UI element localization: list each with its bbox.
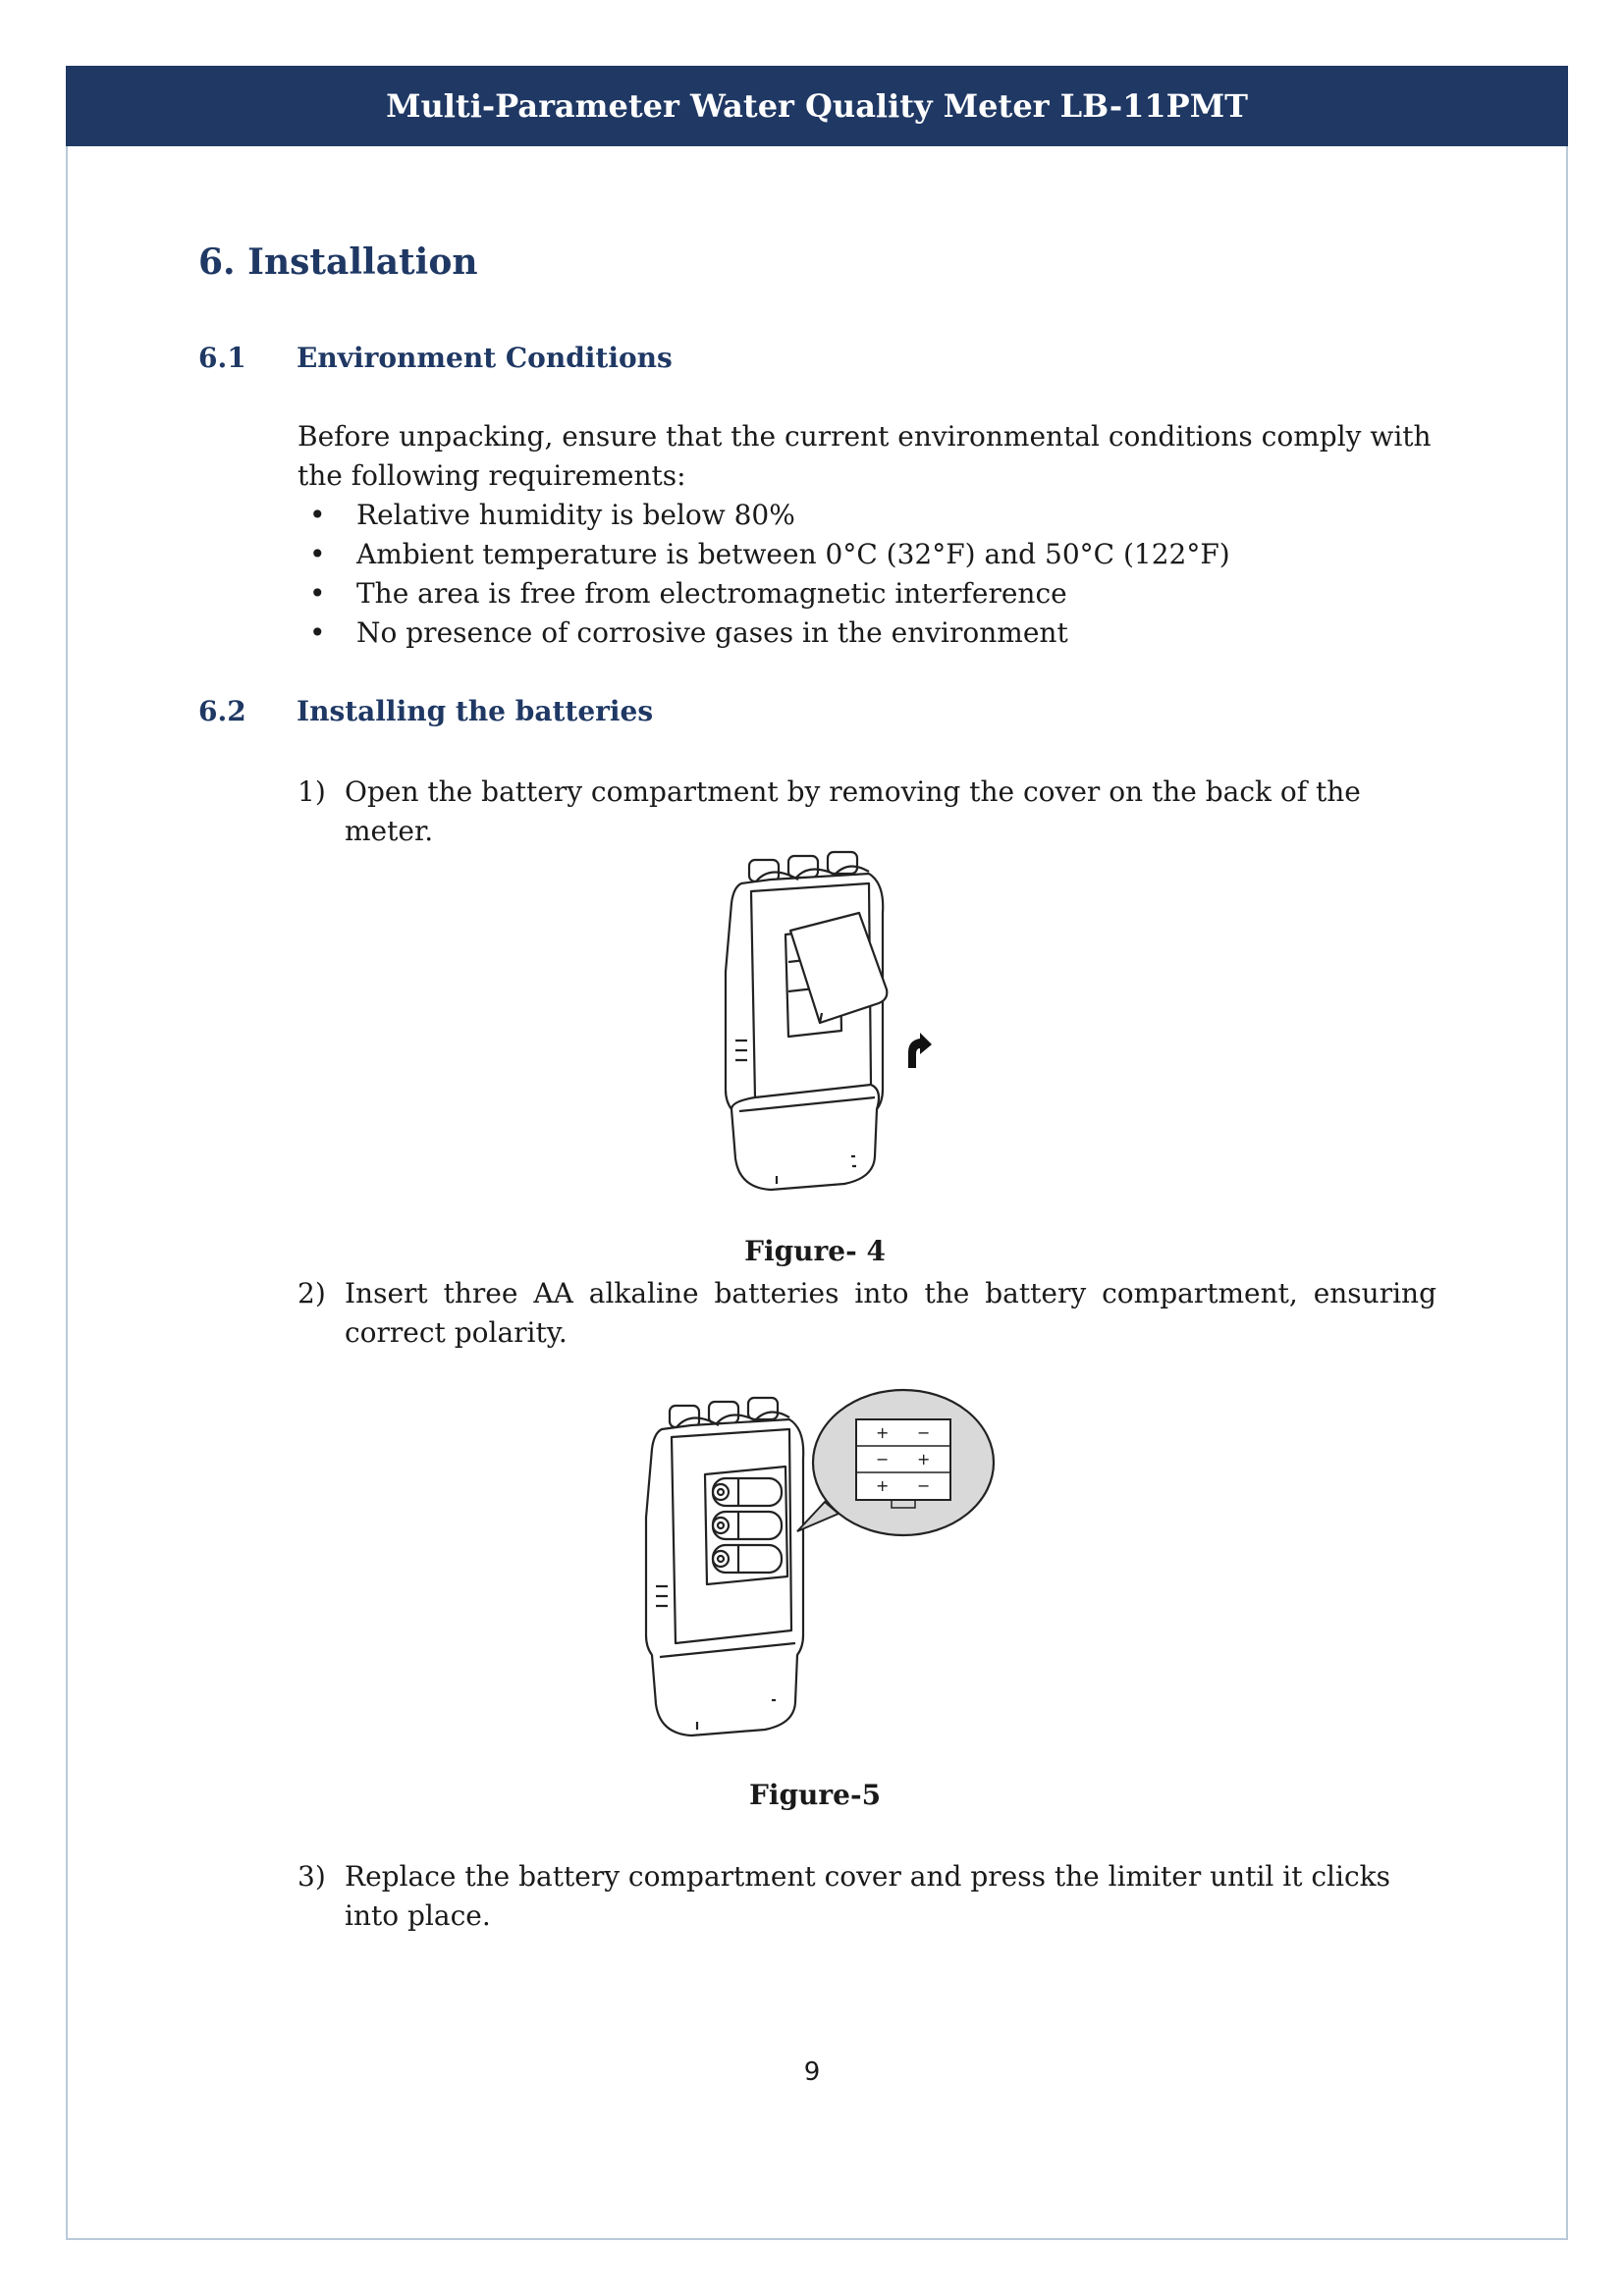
polarity-sign: − xyxy=(917,1476,931,1495)
document-header xyxy=(66,66,1568,146)
figure-5-caption: Figure-5 xyxy=(748,1779,882,1811)
figure-4-meter-cover-removal xyxy=(712,844,938,1202)
environment-intro xyxy=(298,417,1436,496)
polarity-sign: − xyxy=(917,1423,931,1442)
polarity-sign: + xyxy=(876,1476,890,1495)
figure-5-battery-insertion xyxy=(628,1384,1001,1747)
step-text: Replace the battery compartment cover and press the limiter until it clicks into place. xyxy=(345,1860,1390,1932)
step-number: 3) xyxy=(298,1860,326,1893)
step-text: Insert three AA alkaline batteries into the battery compartment, ensuring correct polarity. xyxy=(345,1277,1436,1349)
bullet-icon: • xyxy=(309,616,326,649)
list-item: • Ambient temperature is between 0°C (32°F) and 50°C (122°F) xyxy=(298,535,1230,574)
step-text: Open the battery compartment by removing the cover on the back of the meter. xyxy=(345,775,1361,847)
subsection-heading-batteries xyxy=(198,695,653,727)
polarity-callout xyxy=(797,1390,994,1535)
polarity-sign: + xyxy=(917,1450,931,1468)
subsection-title: Installing the batteries xyxy=(297,695,654,727)
document-title: Multi-Parameter Water Quality Meter LB-11PMT xyxy=(386,87,1248,125)
step-number: 1) xyxy=(298,775,326,808)
bullet-icon: • xyxy=(309,538,326,570)
list-item: • Relative humidity is below 80% xyxy=(298,496,1230,535)
bullet-icon: • xyxy=(309,499,326,531)
polarity-sign: − xyxy=(876,1450,890,1468)
bullet-icon: • xyxy=(309,577,326,610)
subsection-number: 6.1 xyxy=(198,342,246,374)
step-1 xyxy=(298,773,1436,851)
step-2 xyxy=(298,1274,1436,1353)
list-item: • The area is free from electromagnetic interference xyxy=(298,574,1230,614)
section-heading: 6. Installation xyxy=(198,241,478,283)
figure-4-caption: Figure- 4 xyxy=(744,1235,886,1267)
intro-line: Before unpacking, ensure that the current environmental conditions comply with xyxy=(298,420,1432,453)
subsection-title: Environment Conditions xyxy=(297,342,673,374)
polarity-sign: + xyxy=(876,1423,890,1442)
subsection-heading-environment xyxy=(198,342,673,374)
subsection-number: 6.2 xyxy=(198,695,246,727)
step-3 xyxy=(298,1857,1436,1936)
page-number: 9 xyxy=(803,2057,821,2087)
list-item: • No presence of corrosive gases in the environment xyxy=(298,614,1230,653)
step-number: 2) xyxy=(298,1277,326,1309)
intro-line: the following requirements: xyxy=(298,459,686,492)
requirements-list xyxy=(298,496,1230,653)
